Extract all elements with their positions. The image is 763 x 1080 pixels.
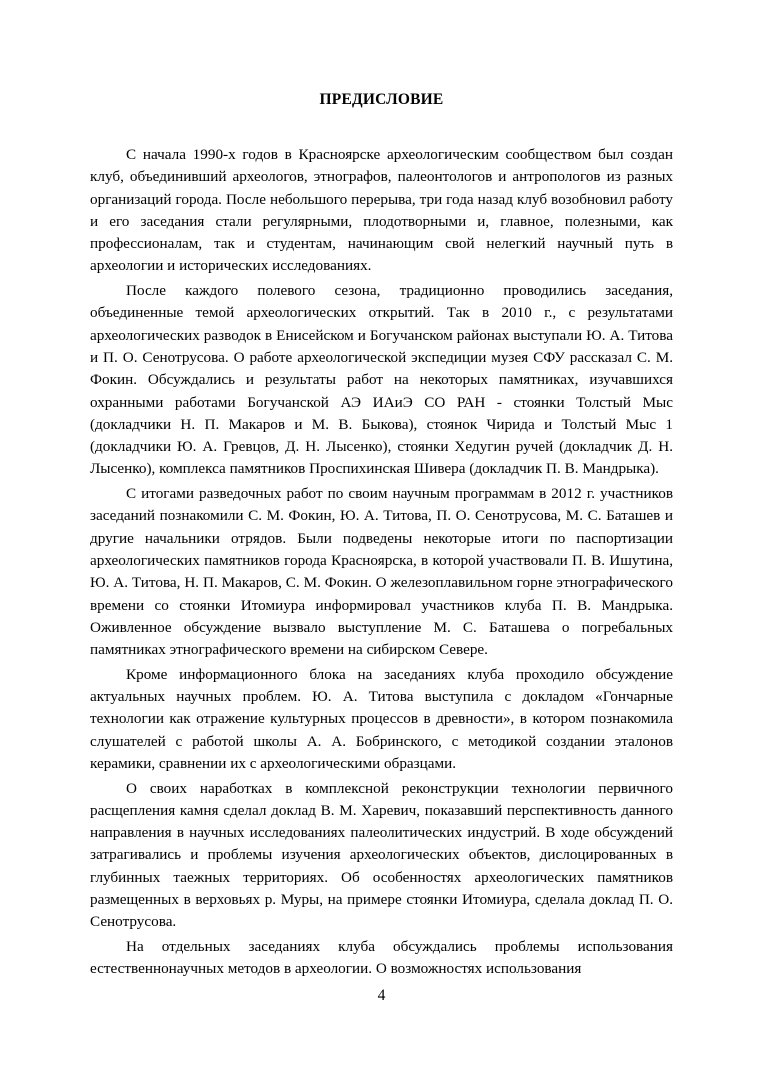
paragraph: Кроме информационного блока на заседаниях клуба проходило обсуждение актуальных научных проблем. Ю. А. Титова выступила с докладом «Гончарные технологии как отражение культурных процессов в древности», в котором познакомила слушателей с работой школы А. А. Бобринского, с методикой создании эталонов керамики, сравнении их с археологическими образцами. <box>90 665 673 772</box>
paragraph: После каждого полевого сезона, традиционно проводились заседания, объединенные темой археологических открытий. Так в 2010 г., с результатами археологических разводок в Енисейском и Богучанском районах выступали Ю. А. Титова и П. О. Сенотрусова. О работе археологической экспедиции музея СФУ рассказал С. М. Фокин. Обсуждались и результаты работ на некоторых памятниках, изучавшихся охранными работами Богучанской АЭ ИАиЭ СО РАН - стоянки Толстый Мыс (докладчики Н. П. Макаров и М. В. Быкова), стоянок Чирида и Толстый Мыс 1 (докладчики Ю. А. Гревцов, Д. Н. Лысенко), стоянки Хедугин ручей (докладчик Д. Н. Лысенко), комплекса памятников Проспихинская Шивера (докладчик П. В. Мандрыка). <box>90 282 673 478</box>
paragraph: С итогами разведочных работ по своим научным программам в 2012 г. участников заседаний познакомили С. М. Фокин, Ю. А. Титова, П. О. Сенотрусова, М. С. Баташев и другие начальники отрядов. Были подведены некоторые итоги по паспортизации археологических памятников города Красноярска, в которой участвовали П. В. Ишутина, Ю. А. Титова, Н. П. Макаров, С. М. Фокин. О железоплавильном горне этнографического времени со стоянки Итомиура информировал участников клуба П. В. Мандрыка. Оживленное обсуждение вызвало выступление М. С. Баташева о погребальных памятниках этнографического времени на сибирском Севере. <box>90 485 673 659</box>
page-title: ПРЕДИСЛОВИЕ <box>319 91 444 108</box>
paragraph: На отдельных заседаниях клуба обсуждались проблемы использования естественнонаучных методов в археологии. О возможностях использования <box>90 937 673 978</box>
paragraph: О своих наработках в комплексной реконструкции технологии первичного расщепления камня сделал доклад В. М. Харевич, показавший перспективность данного направления в научных исследованиях палеолитических индустрий. В ходе обсуждений затрагивались и проблемы изучения археологических объектов, дислоцированных в глубинных таежных территориях. Об особенностях археологических памятников размещенных в верховьях р. Муры, на примере стоянки Итомиура, сделала доклад П. О. Сенотрусова. <box>90 779 673 931</box>
body-text <box>90 144 673 980</box>
paragraph: С начала 1990-х годов в Красноярске археологическим сообществом был создан клуб, объединивший археологов, этнографов, палеонтологов и антропологов из разных организаций города. После небольшого перерыва, три года назад клуб возобновил работу и его заседания стали регулярными, плодотворными и, главное, полезными, как профессионалам, так и студентам, начинающим свой нелегкий научный путь в археологии и исторических исследованиях. <box>90 146 673 275</box>
page-number: 4 <box>377 987 386 1004</box>
